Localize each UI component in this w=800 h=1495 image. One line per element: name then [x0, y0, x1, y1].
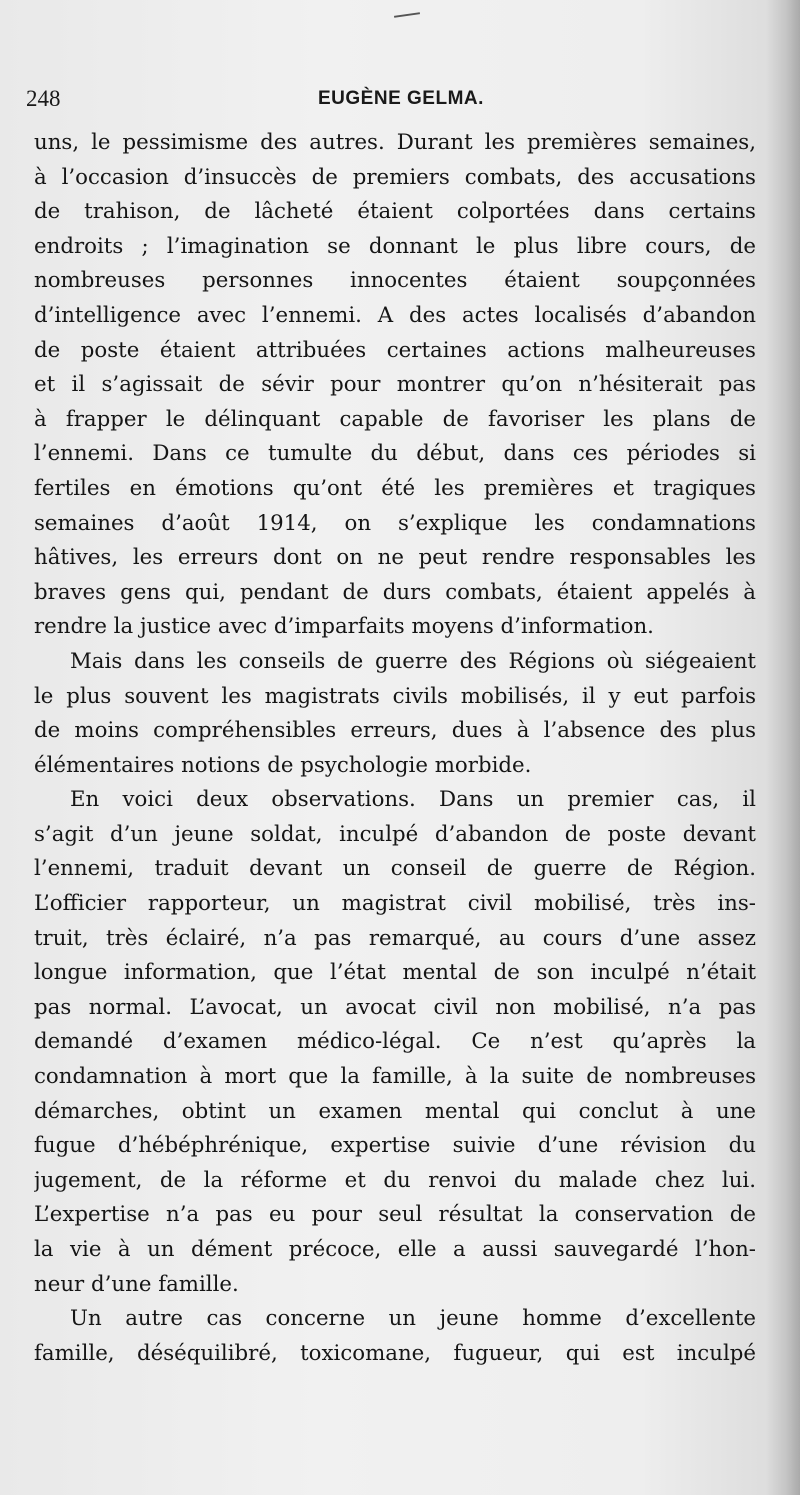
text-line: à l’occasion d’insuccès de premiers combats, des accusations: [34, 164, 756, 190]
text-line: L’expertise n’a pas eu pour seul résultat la conservation de: [34, 1202, 756, 1228]
text-line: l’ennemi. Dans ce tumulte du début, dans ces périodes si: [34, 441, 756, 467]
text-line: la vie à un dément précoce, elle a aussi sauvegardé l’hon-: [34, 1237, 756, 1262]
text-line: s’agit d’un jeune soldat, inculpé d’abandon de poste devant: [34, 821, 756, 847]
text-line: Mais dans les conseils de guerre des Régions où siégeaient: [70, 648, 756, 674]
text-line: Un autre cas concerne un jeune homme d’excellente: [70, 1306, 756, 1332]
text-line: d’intelligence avec l’ennemi. A des actes localisés d’abandon: [34, 302, 756, 328]
running-head: EUGÈNE GELMA.: [318, 88, 484, 109]
text-line: neur d’une famille.: [34, 1271, 239, 1297]
page-edge-shadow: [766, 0, 800, 1495]
page-header: [26, 86, 766, 120]
text-line: L’officier rapporteur, un magistrat civil mobilisé, très ins-: [34, 891, 756, 917]
text-line: fugue d’hébéphrénique, expertise suivie d’une révision du: [34, 1133, 756, 1159]
text-line: En voici deux observations. Dans un premier cas, il: [70, 787, 756, 813]
text-line: de trahison, de lâcheté étaient colportées dans certains: [34, 199, 756, 225]
text-line: fertiles en émotions qu’ont été les premières et tragiques: [34, 475, 756, 501]
text-line: condamnation à mort que la famille, à la suite de nombreuses: [34, 1064, 756, 1090]
text-line: de poste étaient attribuées certaines actions malheureuses: [34, 337, 756, 363]
text-line: hâtives, les erreurs dont on ne peut rendre responsables les: [34, 545, 756, 571]
ink-mark: [394, 12, 420, 18]
text-line: endroits ; l’imagination se donnant le plus libre cours, de: [34, 233, 756, 259]
text-line: demandé d’examen médico-légal. Ce n’est qu’après la: [34, 1029, 756, 1055]
text-line: uns, le pessimisme des autres. Durant les premières semaines,: [34, 130, 756, 155]
page-number: 248: [26, 86, 61, 111]
text-line: longue information, que l’état mental de son inculpé n’était: [34, 960, 756, 986]
text-line: à frapper le délinquant capable de favoriser les plans de: [34, 406, 756, 432]
text-line: braves gens qui, pendant de durs combats, étaient appelés à: [34, 579, 756, 605]
text-line: famille, déséquilibré, toxicomane, fugueur, qui est inculpé: [34, 1340, 756, 1366]
text-line: élémentaires notions de psychologie morbide.: [34, 752, 532, 778]
text-line: pas normal. L’avocat, un avocat civil non mobilisé, n’a pas: [34, 994, 756, 1020]
body-text: [34, 126, 756, 1371]
text-line: de moins compréhensibles erreurs, dues à l’absence des plus: [34, 718, 756, 744]
text-line: le plus souvent les magistrats civils mobilisés, il y eut parfois: [34, 683, 756, 709]
text-line: semaines d’août 1914, on s’explique les condamnations: [34, 510, 756, 536]
text-line: nombreuses personnes innocentes étaient soupçonnées: [34, 268, 756, 294]
text-line: truit, très éclairé, n’a pas remarqué, au cours d’une assez: [34, 925, 756, 951]
text-line: l’ennemi, traduit devant un conseil de guerre de Région.: [34, 856, 756, 882]
text-line: démarches, obtint un examen mental qui conclut à une: [34, 1098, 756, 1124]
text-line: jugement, de la réforme et du renvoi du malade chez lui.: [34, 1167, 756, 1193]
text-line: et il s’agissait de sévir pour montrer qu’on n’hésiterait pas: [34, 372, 756, 398]
text-line: rendre la justice avec d’imparfaits moyens d’information.: [34, 614, 654, 640]
